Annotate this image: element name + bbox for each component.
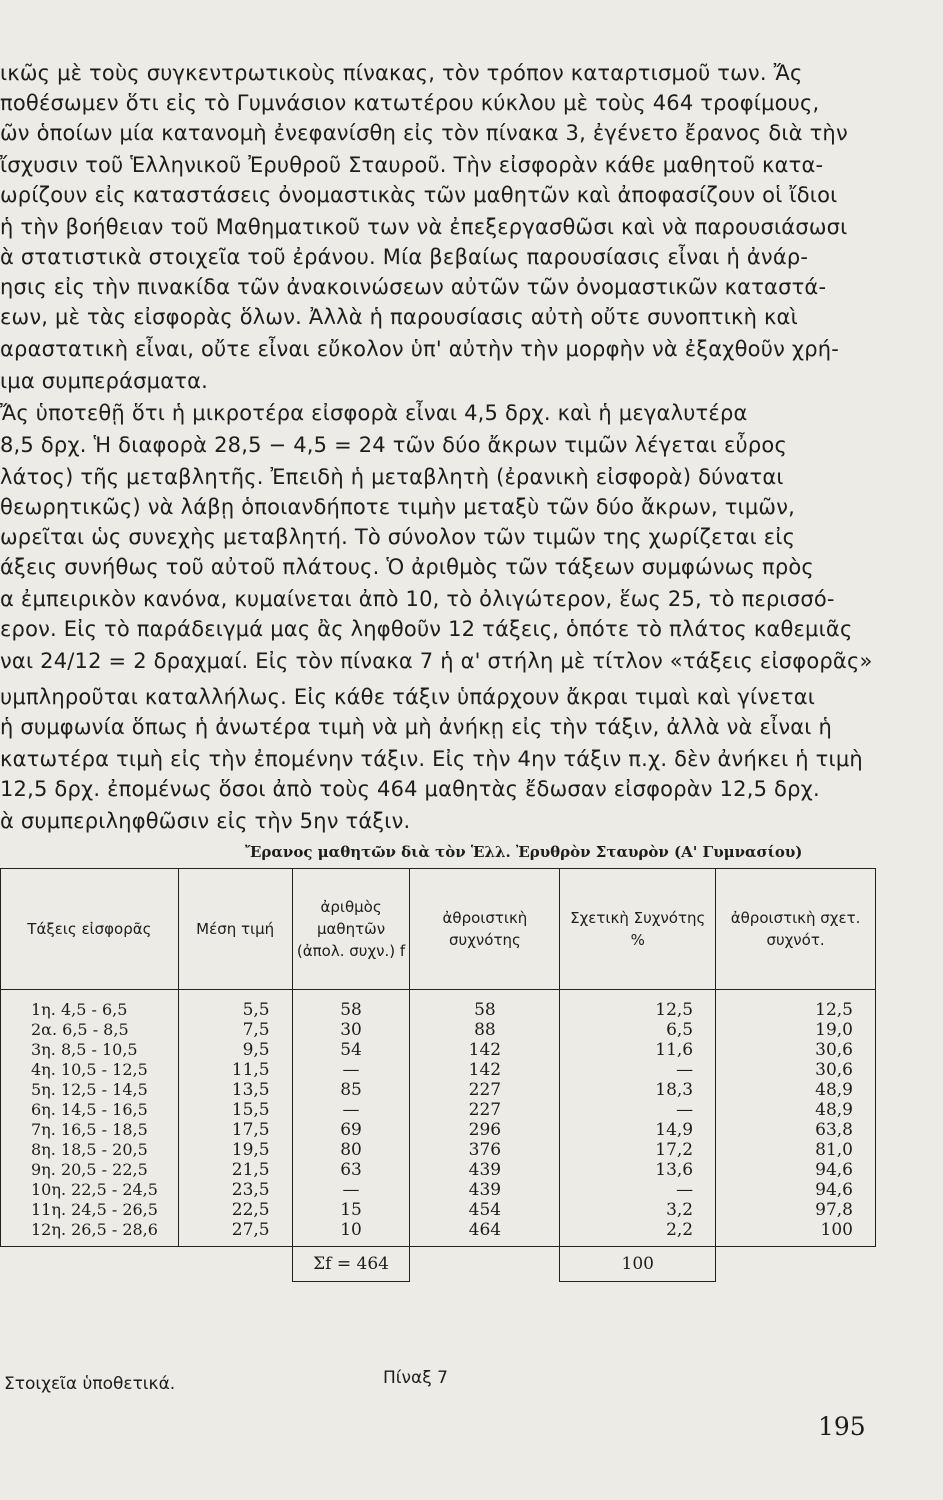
text-line: ἡ συμφωνία ὅπως ἡ ἀνωτέρα τιμὴ νὰ μὴ ἀνήκῃ εἰς τὴν τάξιν, ἀλλὰ νὰ εἶναι ἡ: [0, 715, 832, 739]
text-line: ὰ συμπεριληφθῶσιν εἰς τὴν 5ην τάξιν.: [0, 809, 411, 833]
table-row: [1, 1060, 876, 1080]
cell-class: 3η. 8,5 - 10,5: [1, 1040, 179, 1060]
cell-mid: 17,5: [178, 1120, 292, 1140]
table-row: [1, 990, 876, 1021]
cell-freq: —: [292, 1100, 410, 1120]
cell-cum: 376: [410, 1140, 560, 1160]
text-line: ἡ τὴν βοήθειαν τοῦ Μαθηματικοῦ των νὰ ἐπεξεργασθῶσι καὶ νὰ παρουσιάσωσι: [0, 215, 848, 239]
cell-cumrel: 63,8: [716, 1120, 876, 1140]
cell-rel: —: [560, 1060, 716, 1080]
text-line: αραστατικὴ εἶναι, οὔτε εἶναι εὔκολον ὑπ' αὐτὴν τὴν μορφὴν νὰ ἐξαχθοῦν χρή-: [0, 337, 840, 361]
cell-freq: 80: [292, 1140, 410, 1160]
text-line: α ἐμπειρικὸν κανόνα, κυμαίνεται ἀπὸ 10, τὸ ὀλιγώτερον, ἕως 25, τὸ περισσό-: [0, 587, 835, 611]
cell-class: 7η. 16,5 - 18,5: [1, 1120, 179, 1140]
cell-mid: 9,5: [178, 1040, 292, 1060]
text-line: εων, μὲ τὰς εἰσφορὰς ὅλων. Ἀλλὰ ἡ παρουσίασις αὐτὴ οὔτε συνοπτικὴ καὶ: [0, 305, 798, 329]
cell-cumrel: 12,5: [716, 990, 876, 1021]
cell-rel: 3,2: [560, 1200, 716, 1220]
cell-class: 1η. 4,5 - 6,5: [1, 990, 179, 1021]
text-line: 8,5 δρχ. Ἡ διαφορὰ 28,5 − 4,5 = 24 τῶν δύο ἄκρων τιμῶν λέγεται εὖρος: [0, 433, 787, 457]
cell-freq: 15: [292, 1200, 410, 1220]
text-line: ιμα συμπεράσματα.: [0, 369, 209, 393]
cell-cumrel: 19,0: [716, 1020, 876, 1040]
cell-mid: 13,5: [178, 1080, 292, 1100]
table-row: [1, 1100, 876, 1120]
cell-class: 9η. 20,5 - 22,5: [1, 1160, 179, 1180]
table-row: [1, 1180, 876, 1200]
table-row: [1, 1200, 876, 1220]
text-line: Ἄς ὑποτεθῇ ὅτι ἡ μικροτέρα εἰσφορὰ εἶναι 4,5 δρχ. καὶ ἡ μεγαλυτέρα: [0, 401, 748, 425]
table-body: [1, 990, 876, 1282]
header-cum: ἀθροιστικὴ συχνότης: [410, 869, 560, 990]
text-line: κατωτέρα τιμὴ εἰς τὴν ἐπομένην τάξιν. Εἰς τὴν 4ην τάξιν π.χ. δὲν ἀνήκει ἡ τιμὴ: [0, 747, 863, 771]
cell-class: 8η. 18,5 - 20,5: [1, 1140, 179, 1160]
sum-rel: 100: [560, 1247, 716, 1282]
cell-rel: 11,6: [560, 1040, 716, 1060]
cell-mid: 7,5: [178, 1020, 292, 1040]
header-rel: Σχετικὴ Συχνότης %: [560, 869, 716, 990]
cell-cum: 439: [410, 1160, 560, 1180]
text-line: ερον. Εἰς τὸ παράδειγμά μας ἂς ληφθοῦν 12 τάξεις, ὁπότε τὸ πλάτος καθεμιᾶς: [0, 617, 853, 641]
cell-cum: 58: [410, 990, 560, 1021]
header-mid: Μέση τιμή: [178, 869, 292, 990]
cell-freq: 69: [292, 1120, 410, 1140]
cell-cum: 296: [410, 1120, 560, 1140]
table-row: [1, 1120, 876, 1140]
empty-cell: [716, 1247, 876, 1282]
cell-cum: 142: [410, 1060, 560, 1080]
cell-cumrel: 94,6: [716, 1160, 876, 1180]
text-line: ωρεῖται ὡς συνεχὴς μεταβλητή. Τὸ σύνολον τῶν τιμῶν της χωρίζεται εἰς: [0, 525, 796, 549]
cell-cum: 464: [410, 1220, 560, 1247]
text-line: ποθέσωμεν ὅτι εἰς τὸ Γυμνάσιον κατωτέρου κύκλου μὲ τοὺς 464 τροφίμους,: [0, 91, 820, 115]
cell-class: 5η. 12,5 - 14,5: [1, 1080, 179, 1100]
cell-cumrel: 30,6: [716, 1040, 876, 1060]
page-number: 195: [818, 1412, 866, 1441]
cell-rel: —: [560, 1180, 716, 1200]
cell-cumrel: 48,9: [716, 1080, 876, 1100]
cell-rel: 13,6: [560, 1160, 716, 1180]
cell-cum: 227: [410, 1100, 560, 1120]
cell-class: 2α. 6,5 - 8,5: [1, 1020, 179, 1040]
cell-mid: 21,5: [178, 1160, 292, 1180]
cell-freq: 85: [292, 1080, 410, 1100]
text-line: ναι 24/12 = 2 δραχμαί. Εἰς τὸν πίνακα 7 ἡ α' στήλη μὲ τίτλον «τάξεις εἰσφορᾶς»: [0, 649, 873, 673]
table-row: [1, 1140, 876, 1160]
text-line: ῶν ὁποίων μία κατανομὴ ἐνεφανίσθη εἰς τὸν πίνακα 3, ἐγένετο ἔρανος διὰ τὴν: [0, 121, 848, 145]
table-row: [1, 1040, 876, 1060]
cell-freq: 63: [292, 1160, 410, 1180]
cell-rel: 6,5: [560, 1020, 716, 1040]
cell-cumrel: 94,6: [716, 1180, 876, 1200]
cell-freq: 54: [292, 1040, 410, 1060]
cell-cum: 439: [410, 1180, 560, 1200]
table-row: [1, 1220, 876, 1247]
text-line: ὰ στατιστικὰ στοιχεῖα τοῦ ἐράνου. Μία βεβαίως παρουσίασις εἶναι ἡ ἀνάρ-: [0, 245, 809, 269]
sum-f: Σf = 464: [292, 1247, 410, 1282]
table-row: [1, 1080, 876, 1100]
cell-freq: —: [292, 1060, 410, 1080]
cell-mid: 27,5: [178, 1220, 292, 1247]
cell-mid: 22,5: [178, 1200, 292, 1220]
cell-cumrel: 81,0: [716, 1140, 876, 1160]
cell-freq: —: [292, 1180, 410, 1200]
cell-cumrel: 97,8: [716, 1200, 876, 1220]
text-line: υμπληροῦται καταλλήλως. Εἰς κάθε τάξιν ὑπάρχουν ἄκραι τιμαὶ καὶ γίνεται: [0, 685, 816, 709]
text-line: λάτος) τῆς μεταβλητῆς. Ἐπειδὴ ἡ μεταβλητὴ (ἐρανικὴ εἰσφορὰ) δύναται: [0, 465, 784, 489]
text-line: 12,5 δρχ. ἐπομένως ὅσοι ἀπὸ τοὺς 464 μαθητὰς ἔδωσαν εἰσφορὰν 12,5 δρχ.: [0, 777, 820, 801]
cell-cum: 142: [410, 1040, 560, 1060]
cell-rel: 2,2: [560, 1220, 716, 1247]
cell-cum: 88: [410, 1020, 560, 1040]
cell-class: 10η. 22,5 - 24,5: [1, 1180, 179, 1200]
table-row: [1, 1160, 876, 1180]
table-label: Πίναξ 7: [383, 1368, 448, 1388]
header-freq: ἀριθμὸς μαθητῶν (ἀπολ. συχν.) f: [292, 869, 410, 990]
empty-cell: [410, 1247, 560, 1282]
cell-freq: 10: [292, 1220, 410, 1247]
cell-cum: 227: [410, 1080, 560, 1100]
cell-cumrel: 30,6: [716, 1060, 876, 1080]
cell-cumrel: 48,9: [716, 1100, 876, 1120]
cell-freq: 58: [292, 990, 410, 1021]
text-line: ωρίζουν εἰς καταστάσεις ὀνομαστικὰς τῶν μαθητῶν καὶ ἀποφασίζουν οἱ ἴδιοι: [0, 183, 838, 207]
sum-row: [1, 1247, 876, 1282]
cell-mid: 23,5: [178, 1180, 292, 1200]
cell-class: 12η. 26,5 - 28,6: [1, 1220, 179, 1247]
empty-cell: [1, 1247, 179, 1282]
text-line: άξεις συνήθως τοῦ αὐτοῦ πλάτους. Ὁ ἀριθμὸς τῶν τάξεων συμφώνως πρὸς: [0, 555, 814, 579]
cell-mid: 5,5: [178, 990, 292, 1021]
header-classes: Τάξεις εἰσφορᾶς: [1, 869, 179, 990]
cell-class: 4η. 10,5 - 12,5: [1, 1060, 179, 1080]
text-line: ικῶς μὲ τοὺς συγκεντρωτικοὺς πίνακας, τὸν τρόπον καταρτισμοῦ των. Ἄς: [0, 61, 803, 85]
text-line: θεωρητικῶς) νὰ λάβῃ ὁποιανδήποτε τιμὴν μεταξὺ τῶν δύο ἄκρων, τιμῶν,: [0, 495, 796, 519]
cell-rel: —: [560, 1100, 716, 1120]
cell-class: 6η. 14,5 - 16,5: [1, 1100, 179, 1120]
cell-mid: 15,5: [178, 1100, 292, 1120]
footer-note: Στοιχεῖα ὑποθετικά.: [4, 1374, 176, 1394]
table-7: [0, 868, 876, 1282]
text-line: ἴσχυσιν τοῦ Ἑλληνικοῦ Ἐρυθροῦ Σταυροῦ. Τὴν εἰσφορὰν κάθε μαθητοῦ κατα-: [0, 153, 824, 177]
header-cumrel: ἀθροιστικὴ σχετ. συχνότ.: [716, 869, 876, 990]
cell-rel: 17,2: [560, 1140, 716, 1160]
table-caption: Ἔρανος μαθητῶν διὰ τὸν Ἑλλ. Ἐρυθρὸν Σταυρὸν (Α' Γυμνασίου): [245, 843, 803, 861]
cell-mid: 19,5: [178, 1140, 292, 1160]
cell-class: 11η. 24,5 - 26,5: [1, 1200, 179, 1220]
cell-cum: 454: [410, 1200, 560, 1220]
text-line: ησις εἰς τὴν πινακίδα τῶν ἀνακοινώσεων αὐτῶν τῶν ὀνομαστικῶν καταστά-: [0, 275, 827, 299]
cell-mid: 11,5: [178, 1060, 292, 1080]
cell-rel: 14,9: [560, 1120, 716, 1140]
cell-freq: 30: [292, 1020, 410, 1040]
table-header-row: [1, 869, 876, 990]
cell-cumrel: 100: [716, 1220, 876, 1247]
cell-rel: 12,5: [560, 990, 716, 1021]
cell-rel: 18,3: [560, 1080, 716, 1100]
table-row: [1, 1020, 876, 1040]
empty-cell: [178, 1247, 292, 1282]
